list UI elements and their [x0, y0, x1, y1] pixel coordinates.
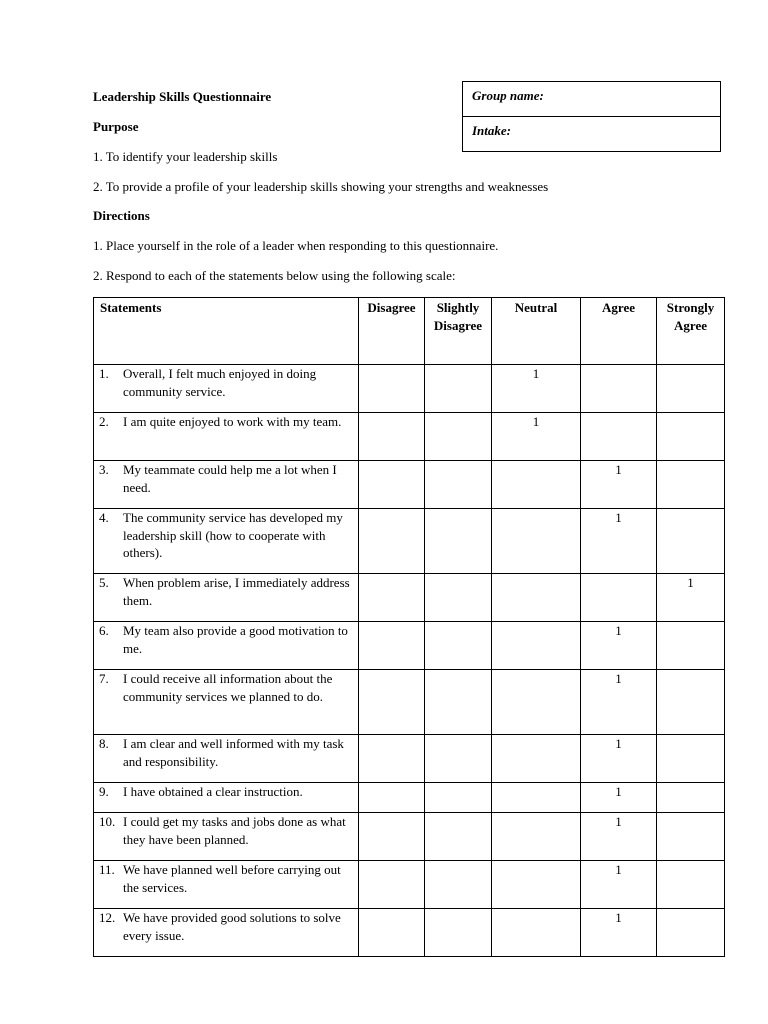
table-row	[94, 365, 725, 413]
statement-text: Overall, I felt much enjoyed in doing community service.	[123, 366, 317, 399]
header-agree: Agree	[581, 298, 657, 365]
statement-text: I could receive all information about the community services we planned to do.	[123, 671, 333, 704]
rating-cell[interactable]	[359, 461, 425, 509]
rating-cell[interactable]: 1	[581, 735, 657, 783]
rating-cell[interactable]	[359, 574, 425, 622]
statement-number: 3.	[99, 462, 109, 477]
rating-cell[interactable]	[492, 574, 581, 622]
rating-cell[interactable]	[657, 909, 725, 957]
rating-cell[interactable]	[657, 813, 725, 861]
statement-cell	[94, 622, 359, 670]
rating-cell[interactable]	[359, 735, 425, 783]
statement-text: I could get my tasks and jobs done as what they have been planned.	[123, 814, 346, 847]
rating-cell[interactable]: 1	[581, 783, 657, 813]
rating-cell[interactable]	[359, 783, 425, 813]
rating-cell[interactable]: 1	[581, 813, 657, 861]
statement-cell	[94, 574, 359, 622]
statement-text: My teammate could help me a lot when I need.	[123, 462, 337, 495]
rating-cell[interactable]	[425, 413, 492, 461]
table-row	[94, 670, 725, 735]
statement-number: 4.	[99, 510, 109, 525]
rating-cell[interactable]: 1	[581, 622, 657, 670]
rating-cell[interactable]	[425, 670, 492, 735]
table-header-row	[94, 298, 725, 365]
rating-cell[interactable]	[425, 813, 492, 861]
rating-cell[interactable]	[425, 783, 492, 813]
rating-cell[interactable]	[359, 365, 425, 413]
rating-cell[interactable]	[581, 413, 657, 461]
rating-cell[interactable]	[359, 509, 425, 574]
statement-cell	[94, 909, 359, 957]
rating-cell[interactable]: 1	[581, 861, 657, 909]
header-slightly-disagree: Slightly Disagree	[425, 298, 492, 365]
rating-cell[interactable]	[425, 509, 492, 574]
statement-cell	[94, 413, 359, 461]
directions-item: 1. Place yourself in the role of a leader when responding to this questionnaire.	[93, 238, 499, 253]
statement-text: We have provided good solutions to solve every issue.	[123, 910, 341, 943]
statement-number: 11.	[99, 862, 115, 877]
rating-cell[interactable]	[425, 574, 492, 622]
rating-cell[interactable]	[359, 909, 425, 957]
purpose-item: 1. To identify your leadership skills	[93, 149, 278, 164]
statement-number: 1.	[99, 366, 109, 381]
rating-cell[interactable]	[359, 813, 425, 861]
statement-text: The community service has developed my leadership skill (how to cooperate with others).	[123, 510, 343, 560]
header-disagree: Disagree	[359, 298, 425, 365]
statement-text: I have obtained a clear instruction.	[123, 784, 303, 799]
rating-cell[interactable]	[359, 622, 425, 670]
rating-cell[interactable]	[657, 622, 725, 670]
statement-text: I am quite enjoyed to work with my team.	[123, 414, 342, 429]
rating-cell[interactable]	[492, 509, 581, 574]
rating-cell[interactable]	[425, 735, 492, 783]
directions-heading: Directions	[93, 208, 150, 223]
rating-cell[interactable]: 1	[581, 509, 657, 574]
rating-cell[interactable]	[657, 783, 725, 813]
statement-text: My team also provide a good motivation to me.	[123, 623, 348, 656]
rating-cell[interactable]	[657, 735, 725, 783]
rating-cell[interactable]: 1	[581, 670, 657, 735]
table-row	[94, 461, 725, 509]
statement-number: 7.	[99, 671, 109, 686]
table-row	[94, 735, 725, 783]
rating-cell[interactable]	[581, 365, 657, 413]
statement-cell	[94, 670, 359, 735]
rating-cell[interactable]	[657, 670, 725, 735]
header-strongly-agree: Strongly Agree	[657, 298, 725, 365]
statement-number: 6.	[99, 623, 109, 638]
statement-cell	[94, 861, 359, 909]
rating-cell[interactable]	[492, 909, 581, 957]
statement-number: 9.	[99, 784, 109, 799]
statement-cell	[94, 735, 359, 783]
rating-cell[interactable]: 1	[492, 365, 581, 413]
rating-cell[interactable]	[492, 461, 581, 509]
statement-number: 2.	[99, 414, 109, 429]
header-neutral: Neutral	[492, 298, 581, 365]
statement-number: 12.	[99, 910, 116, 925]
statement-cell	[94, 813, 359, 861]
rating-cell[interactable]: 1	[581, 909, 657, 957]
rating-cell[interactable]	[492, 813, 581, 861]
rating-cell[interactable]	[581, 574, 657, 622]
purpose-item: 2. To provide a profile of your leadership skills showing your strengths and weaknesses	[93, 179, 549, 194]
rating-cell[interactable]	[492, 735, 581, 783]
table-row	[94, 909, 725, 957]
rating-cell[interactable]	[425, 461, 492, 509]
rating-cell[interactable]	[492, 670, 581, 735]
statement-cell	[94, 509, 359, 574]
statement-number: 8.	[99, 736, 109, 751]
document-title: Leadership Skills Questionnaire	[93, 89, 272, 104]
table-row	[94, 783, 725, 813]
purpose-heading: Purpose	[93, 119, 139, 134]
table-row	[94, 413, 725, 461]
rating-cell[interactable]	[657, 365, 725, 413]
intake-field[interactable]: Intake:	[472, 123, 511, 138]
rating-cell[interactable]	[425, 861, 492, 909]
rating-cell[interactable]	[492, 783, 581, 813]
rating-cell[interactable]: 1	[492, 413, 581, 461]
info-box	[462, 81, 721, 152]
rating-cell[interactable]	[657, 461, 725, 509]
rating-cell[interactable]	[359, 861, 425, 909]
rating-cell[interactable]	[492, 622, 581, 670]
rating-cell[interactable]: 1	[657, 574, 725, 622]
statement-number: 5.	[99, 575, 109, 590]
statement-cell	[94, 783, 359, 813]
rating-cell[interactable]	[425, 365, 492, 413]
table-row	[94, 574, 725, 622]
table-row	[94, 622, 725, 670]
directions-item: 2. Respond to each of the statements below using the following scale:	[93, 268, 456, 283]
rating-cell[interactable]: 1	[581, 461, 657, 509]
rating-cell[interactable]	[425, 909, 492, 957]
statement-text: I am clear and well informed with my task and responsibility.	[123, 736, 344, 769]
statement-number: 10.	[99, 814, 116, 829]
rating-cell[interactable]	[492, 861, 581, 909]
rating-cell[interactable]	[359, 670, 425, 735]
rating-cell[interactable]	[359, 413, 425, 461]
table-row	[94, 861, 725, 909]
table-row	[94, 509, 725, 574]
statement-cell	[94, 461, 359, 509]
rating-cell[interactable]	[657, 861, 725, 909]
statement-cell	[94, 365, 359, 413]
statement-text: We have planned well before carrying out the services.	[123, 862, 341, 895]
rating-cell[interactable]	[657, 413, 725, 461]
rating-cell[interactable]	[657, 509, 725, 574]
statement-text: When problem arise, I immediately address them.	[123, 575, 350, 608]
header-statements: Statements	[94, 298, 359, 365]
table-row	[94, 813, 725, 861]
questionnaire-table	[93, 297, 725, 957]
group-name-field[interactable]: Group name:	[463, 82, 720, 117]
rating-cell[interactable]	[425, 622, 492, 670]
